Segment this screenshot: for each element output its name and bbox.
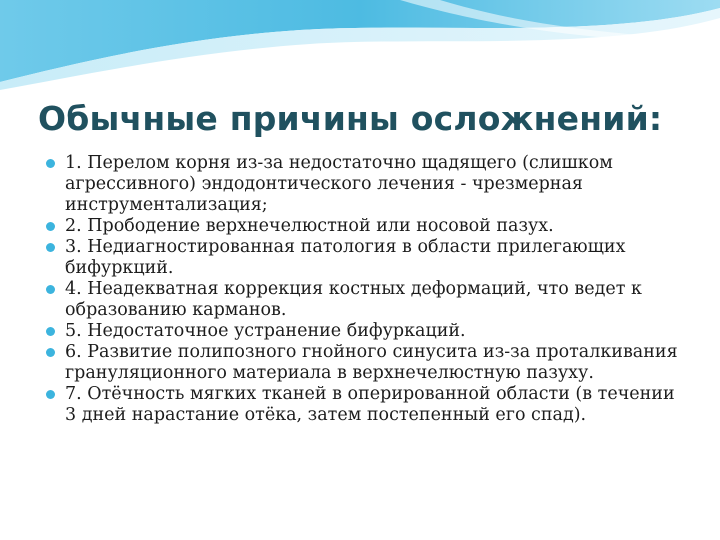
bullet-list <box>46 153 686 426</box>
bullet-dot-icon <box>46 243 55 252</box>
slide-title: Обычные причины осложнений: <box>38 99 663 138</box>
list-item <box>46 237 686 279</box>
bullet-text: 7. Отёчность мягких тканей в оперированной области (в течении 3 дней нарастание отёка, затем постепенный его спад). <box>65 384 675 425</box>
list-item <box>46 216 686 237</box>
bullet-dot-icon <box>46 390 55 399</box>
bullet-dot-icon <box>46 285 55 294</box>
bullet-dot-icon <box>46 327 55 336</box>
list-item <box>46 321 686 342</box>
bullet-text: 5. Недостаточное устранение бифуркаций. <box>65 321 466 341</box>
bullet-text: 6. Развитие полипозного гнойного синусита из-за проталкивания грануляционного материала в верхнечелюстную пазуху. <box>65 342 678 383</box>
bullet-text: 2. Прободение верхнечелюстной или носовой пазух. <box>65 216 554 236</box>
bullet-text: 1. Перелом корня из-за недостаточно щадящего (слишком агрессивного) эндодонтического лечения - чрезмерная инструментализация; <box>65 153 613 215</box>
header-wave-decoration <box>0 0 720 90</box>
bullet-dot-icon <box>46 222 55 231</box>
list-item <box>46 384 686 426</box>
list-item <box>46 153 686 216</box>
bullet-text: 3. Недиагностированная патология в области прилегающих бифуркций. <box>65 237 626 278</box>
bullet-text: 4. Неадекватная коррекция костных деформаций, что ведет к образованию карманов. <box>65 279 642 320</box>
list-item <box>46 279 686 321</box>
bullet-dot-icon <box>46 159 55 168</box>
list-item <box>46 342 686 384</box>
bullet-dot-icon <box>46 348 55 357</box>
